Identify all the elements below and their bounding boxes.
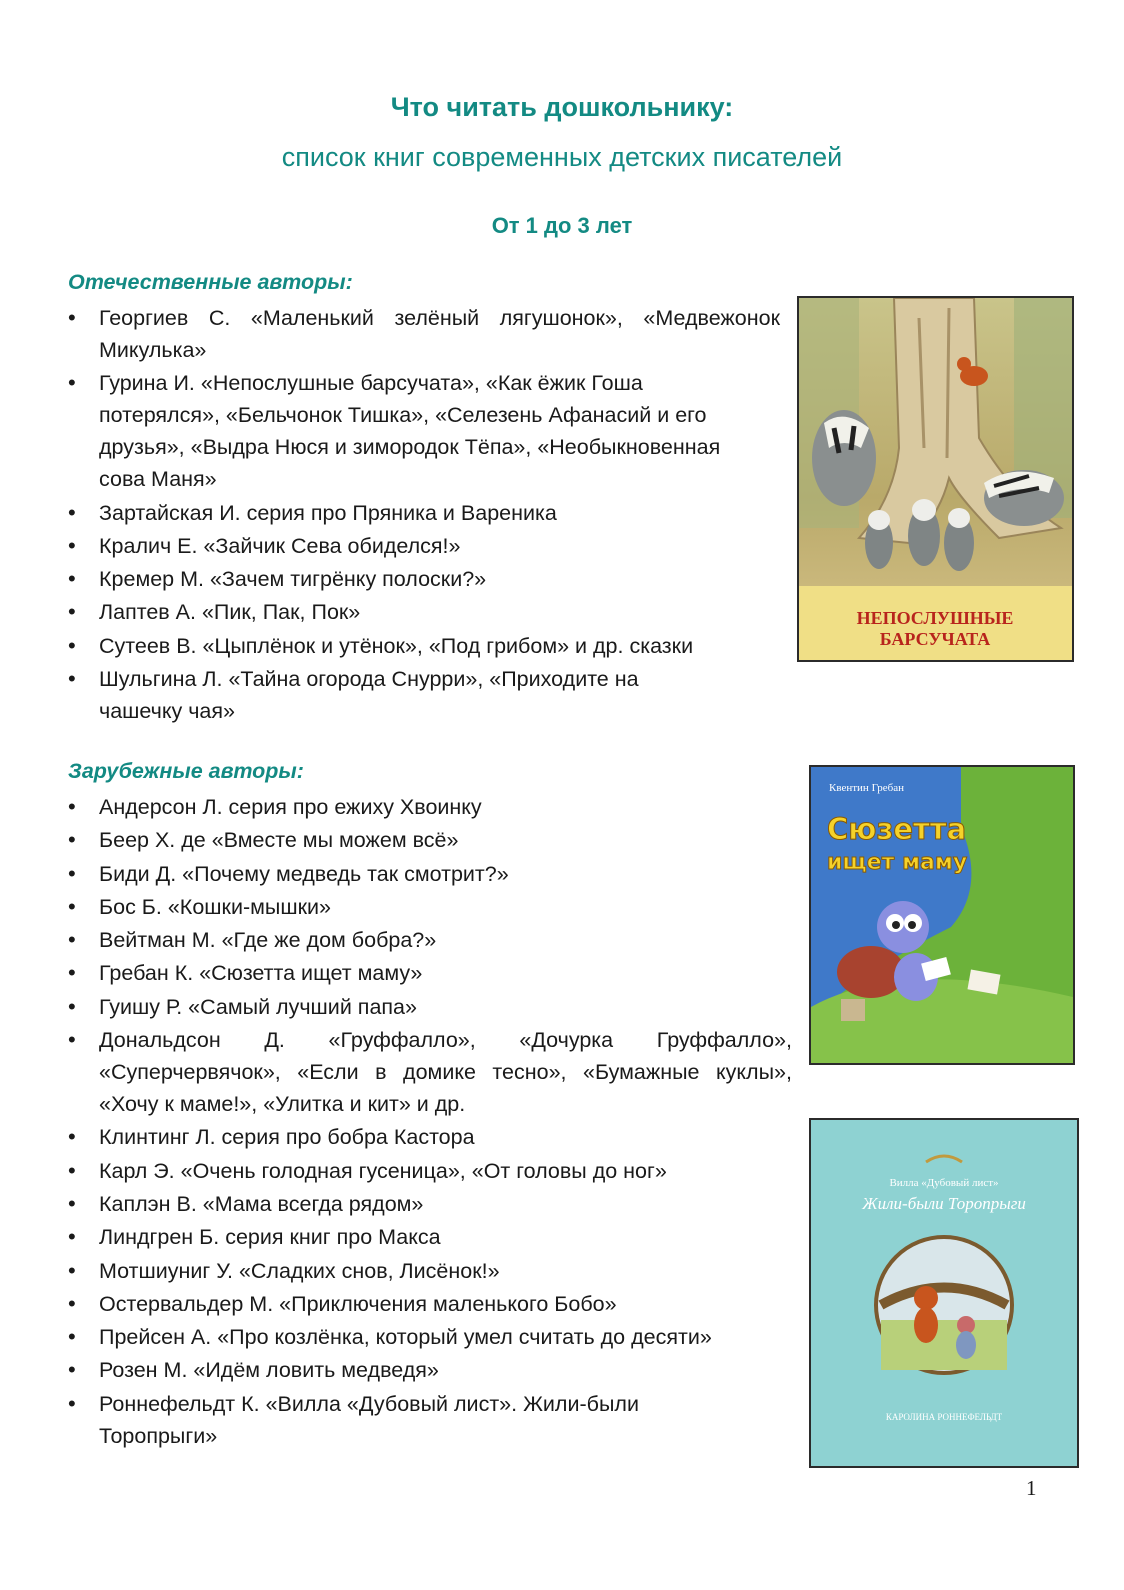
list-item: • Вейтман М. «Где же дом бобра?»: [68, 924, 792, 956]
suzetta-illustration: [811, 767, 1073, 1063]
domestic-book-list: [68, 302, 780, 728]
badgers-cover-title-2: БАРСУЧАТА: [879, 629, 991, 649]
suzetta-cover-title-1: Сюзетта: [827, 812, 967, 846]
page-subtitle: список книг современных детских писателей: [281, 142, 843, 172]
list-item: • Беер Х. де «Вместе мы можем всё»: [68, 824, 792, 856]
list-item: • Розен М. «Идём ловить медведя»: [68, 1354, 792, 1386]
villa-cover-series: Вилла «Дубовый лист»: [889, 1177, 999, 1189]
list-item: • Биди Д. «Почему медведь так смотрит?»: [68, 858, 792, 890]
list-item: • Кремер М. «Зачем тигрёнку полоски?»: [68, 563, 780, 595]
list-item: • Зартайская И. серия про Пряника и Вареника: [68, 497, 780, 529]
list-item: • Линдгрен Б. серия книг про Макса: [68, 1221, 792, 1253]
list-item: • Прейсен А. «Про козлёнка, который умел считать до десяти»: [68, 1321, 792, 1353]
list-item: • Клинтинг Л. серия про бобра Кастора: [68, 1121, 792, 1153]
list-item: • Дональдсон Д. «Груффалло», «Дочурка Груффалло», «Суперчервячок», «Если в домике тесно», «Бумажные куклы», «Хочу к маме!», «Улитка и кит» и др.: [68, 1024, 792, 1120]
list-item: • Бос Б. «Кошки-мышки»: [68, 891, 792, 923]
list-item: • Гребан К. «Сюзетта ищет маму»: [68, 957, 792, 989]
foreign-authors-heading: Зарубежные авторы:: [68, 759, 304, 783]
suzetta-cover-author: Квентин Гребан: [829, 782, 904, 794]
book-cover-badgers: [797, 296, 1074, 662]
list-item: • Кралич Е. «Зайчик Сева обиделся!»: [68, 530, 780, 562]
book-cover-villa: [809, 1118, 1079, 1468]
list-item: • Андерсон Л. серия про ежиху Хвоинку: [68, 791, 792, 823]
list-item: • Георгиев С. «Маленький зелёный лягушонок», «Медвежонок Микулька»: [68, 302, 780, 366]
villa-cover-author: КАРОЛИНА РОННЕФЕЛЬДТ: [885, 1412, 1003, 1422]
domestic-authors-heading: Отечественные авторы:: [68, 270, 353, 294]
list-item: • Каплэн В. «Мама всегда рядом»: [68, 1188, 792, 1220]
book-cover-suzetta: [809, 765, 1075, 1065]
list-item: • Мотшиуниг У. «Сладких снов, Лисёнок!»: [68, 1255, 792, 1287]
list-item: • Шульгина Л. «Тайна огорода Снурри», «Приходите на чашечку чая»: [68, 663, 780, 727]
badgers-illustration: [799, 298, 1072, 660]
suzetta-cover-title-2: ищет маму: [827, 850, 968, 875]
villa-cover-title: Жили-были Торопрыги: [862, 1194, 1026, 1213]
list-item: • Остервальдер М. «Приключения маленького Бобо»: [68, 1288, 792, 1320]
age-group-heading: От 1 до 3 лет: [491, 213, 633, 238]
page-number: 1: [1026, 1476, 1037, 1500]
foreign-book-list: [68, 791, 792, 1453]
list-item: • Гуишу Р. «Самый лучший папа»: [68, 991, 792, 1023]
villa-illustration: [811, 1120, 1077, 1466]
list-item: • Роннефельдт К. «Вилла «Дубовый лист». Жили-были Торопрыги»: [68, 1388, 792, 1452]
badgers-cover-title-1: НЕПОСЛУШНЫЕ: [856, 608, 1014, 628]
page-title: Что читать дошкольнику:: [390, 92, 734, 122]
list-item: • Сутеев В. «Цыплёнок и утёнок», «Под грибом» и др. сказки: [68, 630, 780, 662]
list-item: • Карл Э. «Очень голодная гусеница», «От головы до ног»: [68, 1155, 792, 1187]
list-item: • Гурина И. «Непослушные барсучата», «Как ёжик Гоша потерялся», «Бельчонок Тишка», «Селезень Афанасий и его друзья», «Выдра Нюся и зимородок Тёпа», «Необыкновенная сова Маня»: [68, 367, 780, 495]
list-item: • Лаптев А. «Пик, Пак, Пок»: [68, 596, 780, 628]
